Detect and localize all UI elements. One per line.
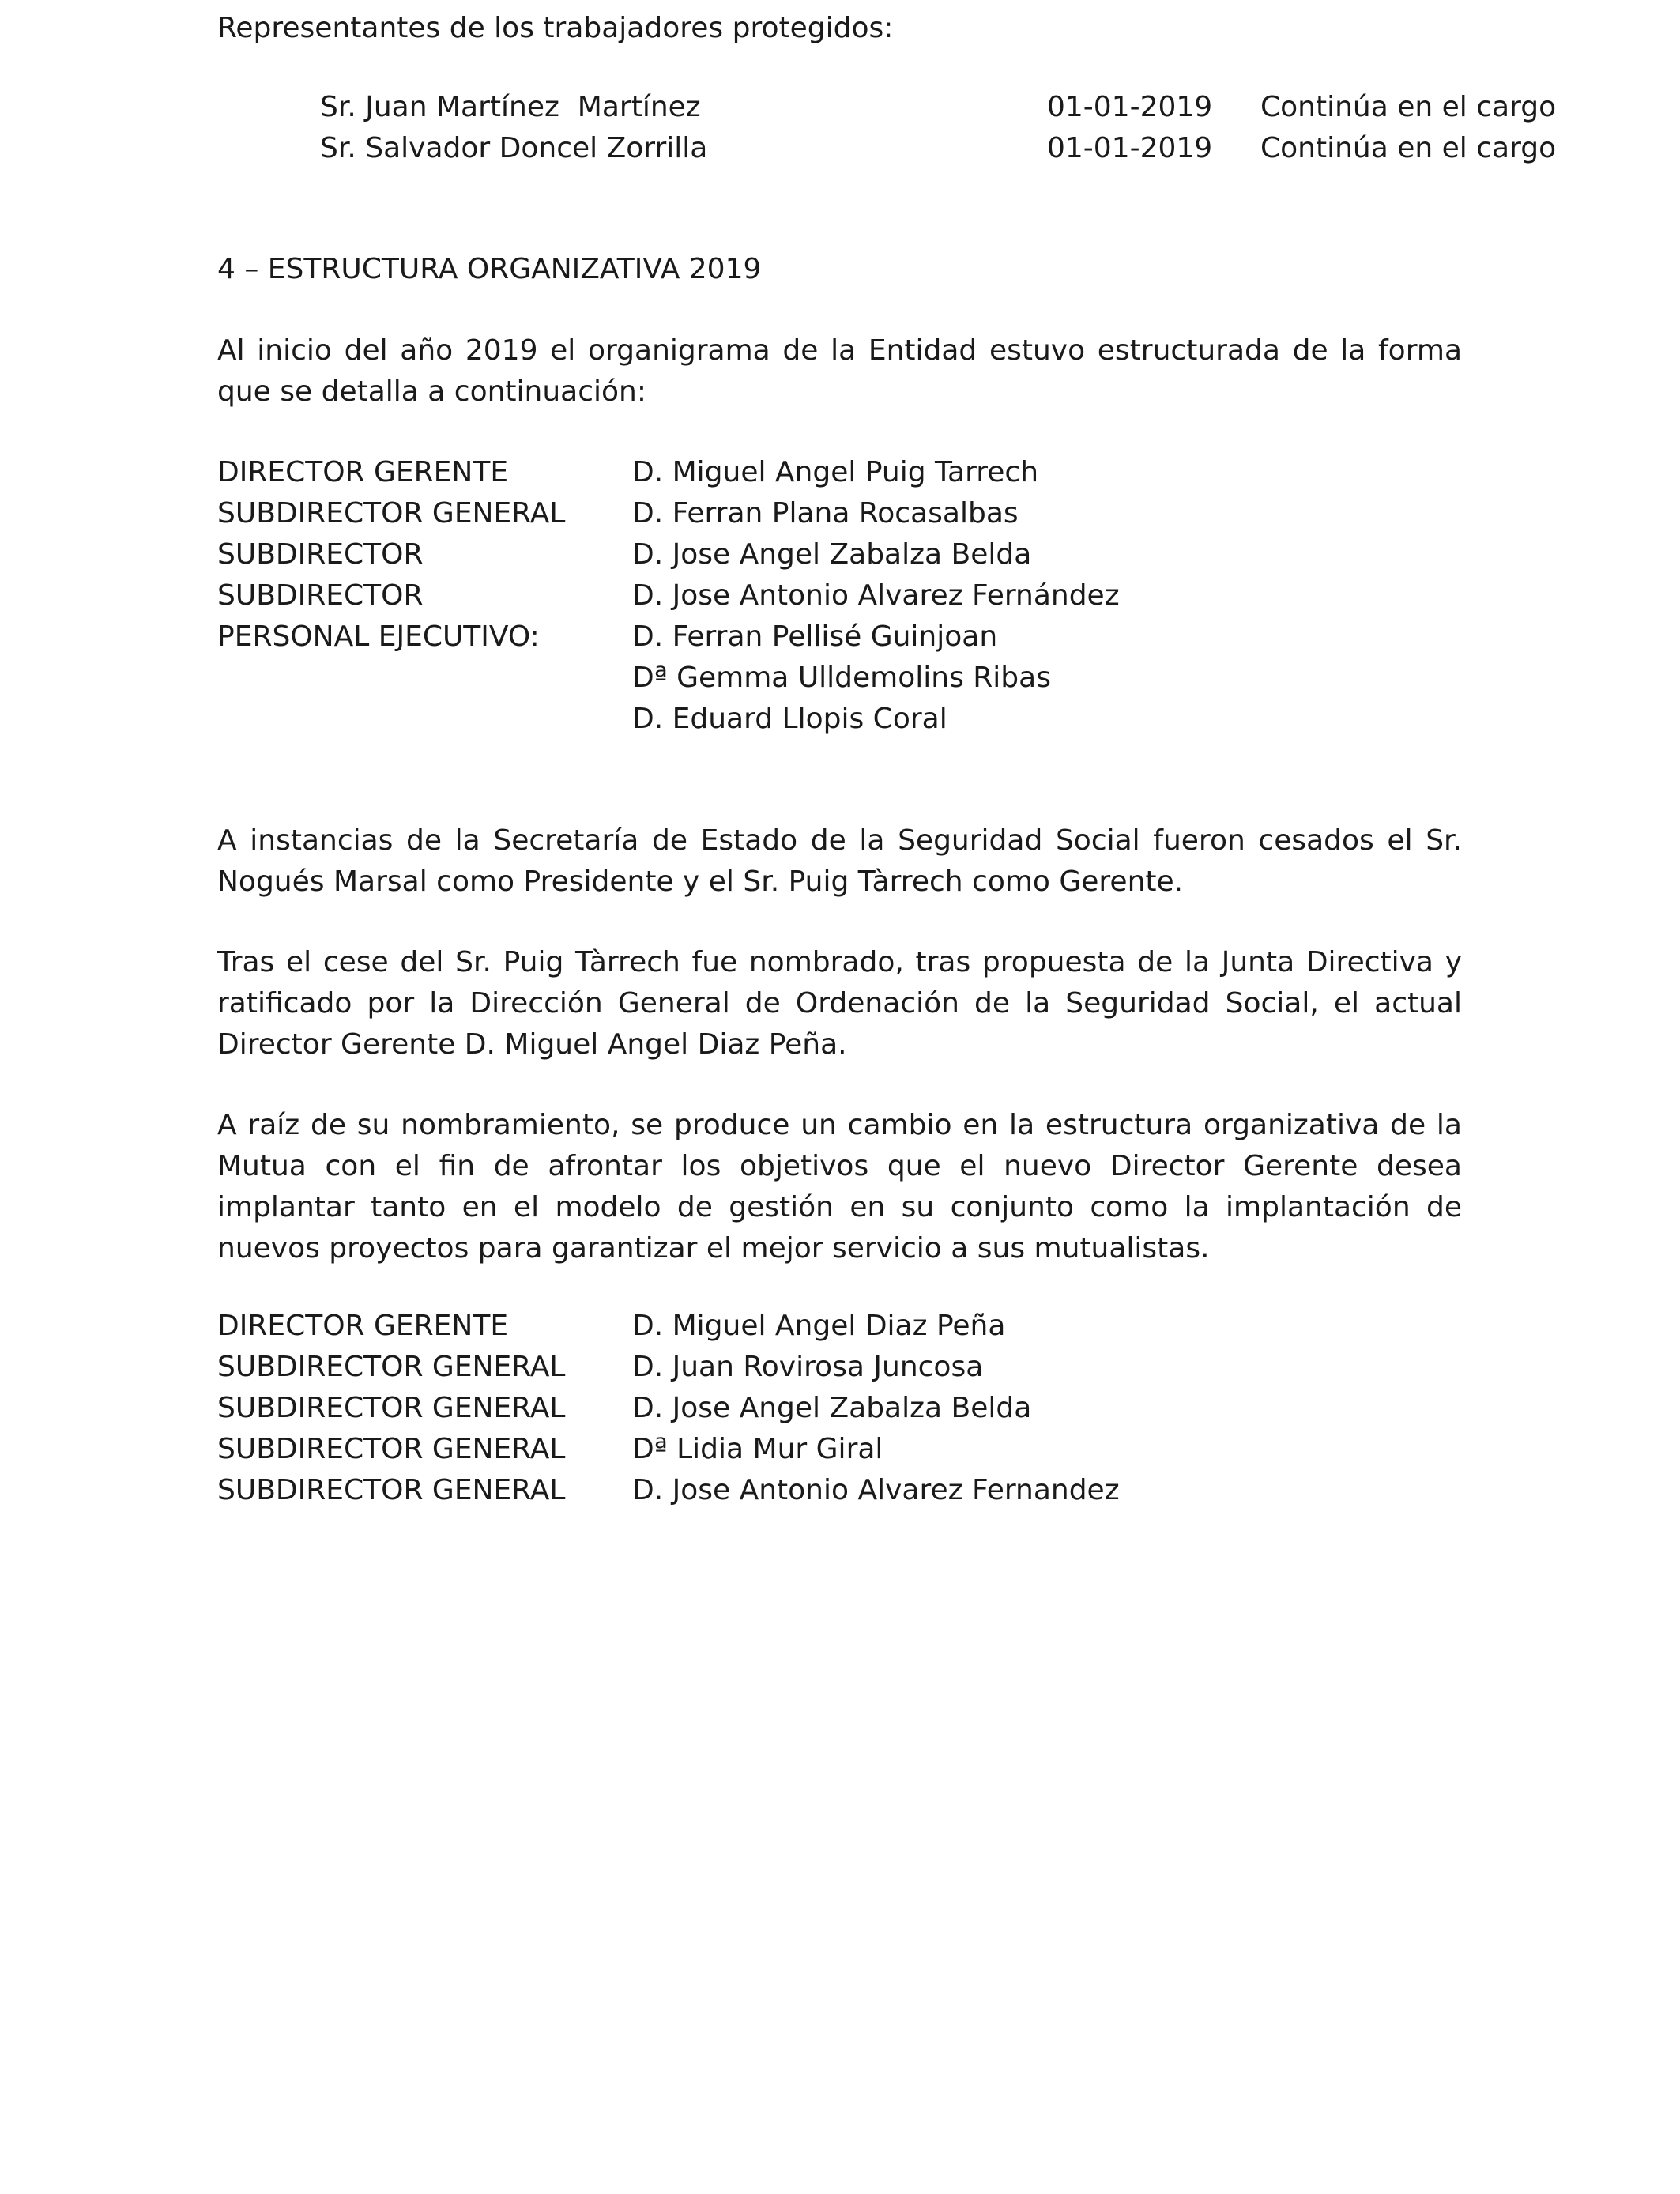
- org-name: D. Jose Angel Zabalza Belda: [632, 1392, 1032, 1424]
- org-row: [217, 452, 1462, 493]
- org-row: [217, 699, 1462, 740]
- org-name: D. Jose Antonio Alvarez Fernandez: [632, 1474, 1120, 1506]
- representative-date: 01-01-2019: [1047, 132, 1213, 164]
- org-row: [217, 1388, 1462, 1429]
- org-row: [217, 616, 1462, 658]
- org-name: D. Eduard Llopis Coral: [632, 703, 947, 735]
- body-paragraph: A raíz de su nombramiento, se produce un cambio en la estructura organizativa de la Mutua con el fin de afrontar los objetivos que el nuevo Director Gerente desea implantar tanto en el modelo de gestión en su conjunto como la implantación de nuevos proyectos para garantizar el mejor servicio a sus mutualistas.: [217, 1109, 1462, 1265]
- representatives-heading: Representantes de los trabajadores protegidos:: [217, 12, 894, 44]
- representative-status: Continúa en el cargo: [1260, 91, 1557, 123]
- org-row: [217, 1429, 1462, 1470]
- org-name: D. Ferran Pellisé Guinjoan: [632, 620, 998, 653]
- org-title: DIRECTOR GERENTE: [217, 1310, 509, 1342]
- org-title: SUBDIRECTOR GENERAL: [217, 497, 566, 530]
- org-title: SUBDIRECTOR GENERAL: [217, 1474, 566, 1506]
- representative-date: 01-01-2019: [1047, 91, 1213, 123]
- org-name: D. Jose Angel Zabalza Belda: [632, 538, 1032, 571]
- section-intro: Al inicio del año 2019 el organigrama de la Entidad estuvo estructurada de la forma que se detalla a continuación:: [217, 334, 1462, 408]
- representative-status: Continúa en el cargo: [1260, 132, 1557, 164]
- org-name: D. Miguel Angel Puig Tarrech: [632, 456, 1039, 488]
- org-row: [217, 1347, 1462, 1388]
- org-name: D. Juan Rovirosa Juncosa: [632, 1351, 984, 1383]
- representative-name: Sr. Salvador Doncel Zorrilla: [320, 132, 708, 164]
- org-title: SUBDIRECTOR GENERAL: [217, 1433, 566, 1465]
- org-name: D. Jose Antonio Alvarez Fernández: [632, 579, 1120, 612]
- org-row: [217, 575, 1462, 616]
- org-name: D. Miguel Angel Diaz Peña: [632, 1310, 1006, 1342]
- org-title: SUBDIRECTOR GENERAL: [217, 1351, 566, 1383]
- org-row: [217, 1306, 1462, 1347]
- body-paragraph: A instancias de la Secretaría de Estado de la Seguridad Social fueron cesados el Sr. Nogués Marsal como Presidente y el Sr. Puig Tàrrech como Gerente.: [217, 824, 1462, 898]
- org-name: Dª Lidia Mur Giral: [632, 1433, 883, 1465]
- org-name: Dª Gemma Ulldemolins Ribas: [632, 662, 1051, 694]
- org-title: SUBDIRECTOR: [217, 579, 424, 612]
- org-name: D. Ferran Plana Rocasalbas: [632, 497, 1019, 530]
- org-title: SUBDIRECTOR GENERAL: [217, 1392, 566, 1424]
- section-heading: 4 – ESTRUCTURA ORGANIZATIVA 2019: [217, 253, 762, 285]
- body-paragraph: Tras el cese del Sr. Puig Tàrrech fue nombrado, tras propuesta de la Junta Directiva y ratificado por la Dirección General de Ordenación de la Seguridad Social, el actual Director Gerente D. Miguel Angel Diaz Peña.: [217, 946, 1462, 1061]
- org-row: [217, 493, 1462, 534]
- org-title: DIRECTOR GERENTE: [217, 456, 509, 488]
- org-row: [217, 658, 1462, 699]
- representative-name: Sr. Juan Martínez Martínez: [320, 91, 701, 123]
- org-title: PERSONAL EJECUTIVO:: [217, 620, 540, 653]
- org-title: SUBDIRECTOR: [217, 538, 424, 571]
- org-row: [217, 534, 1462, 575]
- org-row: [217, 1470, 1462, 1511]
